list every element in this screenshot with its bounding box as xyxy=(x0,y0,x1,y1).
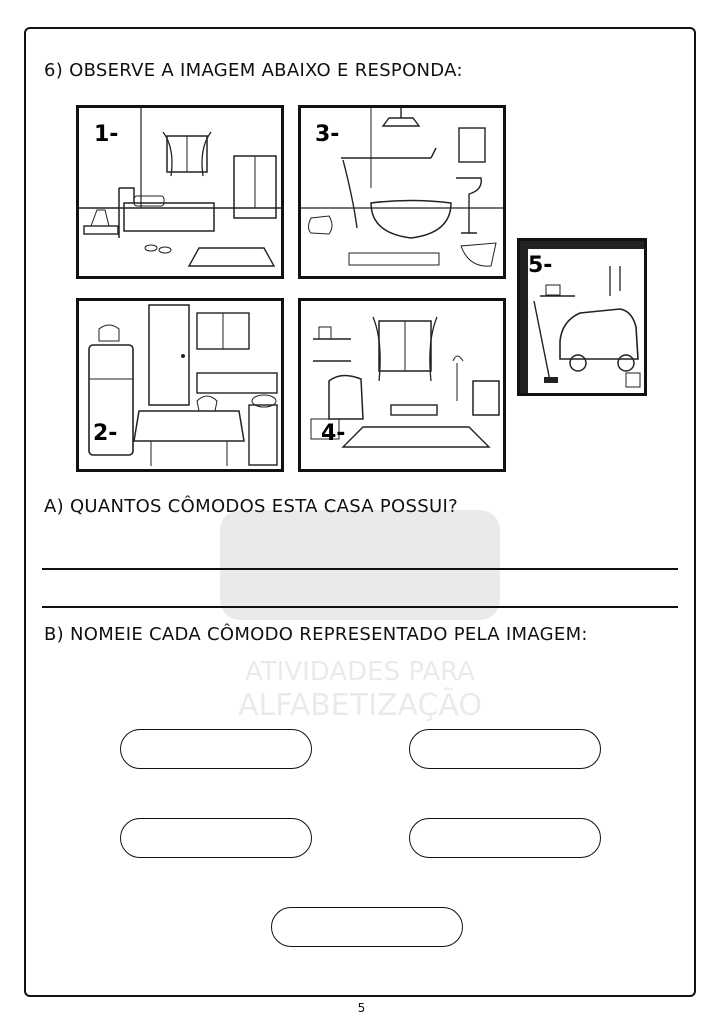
page-number: 5 xyxy=(357,1001,366,1015)
question-title: 6) OBSERVE A IMAGEM ABAIXO E RESPONDA: xyxy=(44,60,463,81)
answer-box-1[interactable] xyxy=(120,729,312,769)
question-part-b: B) NOMEIE CADA CÔMODO REPRESENTADO PELA IMAGEM: xyxy=(44,624,588,645)
room-number-3: 3- xyxy=(315,122,340,147)
answer-box-3[interactable] xyxy=(120,818,312,858)
room-image-bedroom xyxy=(76,105,284,279)
room-number-1: 1- xyxy=(94,122,119,147)
svg-text:ALFABETIZAÇÃO: ALFABETIZAÇÃO xyxy=(237,688,483,723)
room-image-bathroom xyxy=(298,105,506,279)
room-number-4: 4- xyxy=(321,421,346,446)
room-number-5: 5- xyxy=(528,253,553,278)
answer-box-2[interactable] xyxy=(409,729,601,769)
svg-text:ATIVIDADES PARA: ATIVIDADES PARA xyxy=(245,657,475,687)
room-image-kitchen xyxy=(76,298,284,472)
answer-line-2[interactable] xyxy=(42,606,678,608)
question-part-a: A) QUANTOS CÔMODOS ESTA CASA POSSUI? xyxy=(44,496,458,517)
answer-box-4[interactable] xyxy=(409,818,601,858)
room-image-living-room xyxy=(298,298,506,472)
answer-box-5[interactable] xyxy=(271,907,463,947)
room-number-2: 2- xyxy=(93,421,118,446)
answer-line-1[interactable] xyxy=(42,568,678,570)
room-image-garage xyxy=(517,238,647,396)
